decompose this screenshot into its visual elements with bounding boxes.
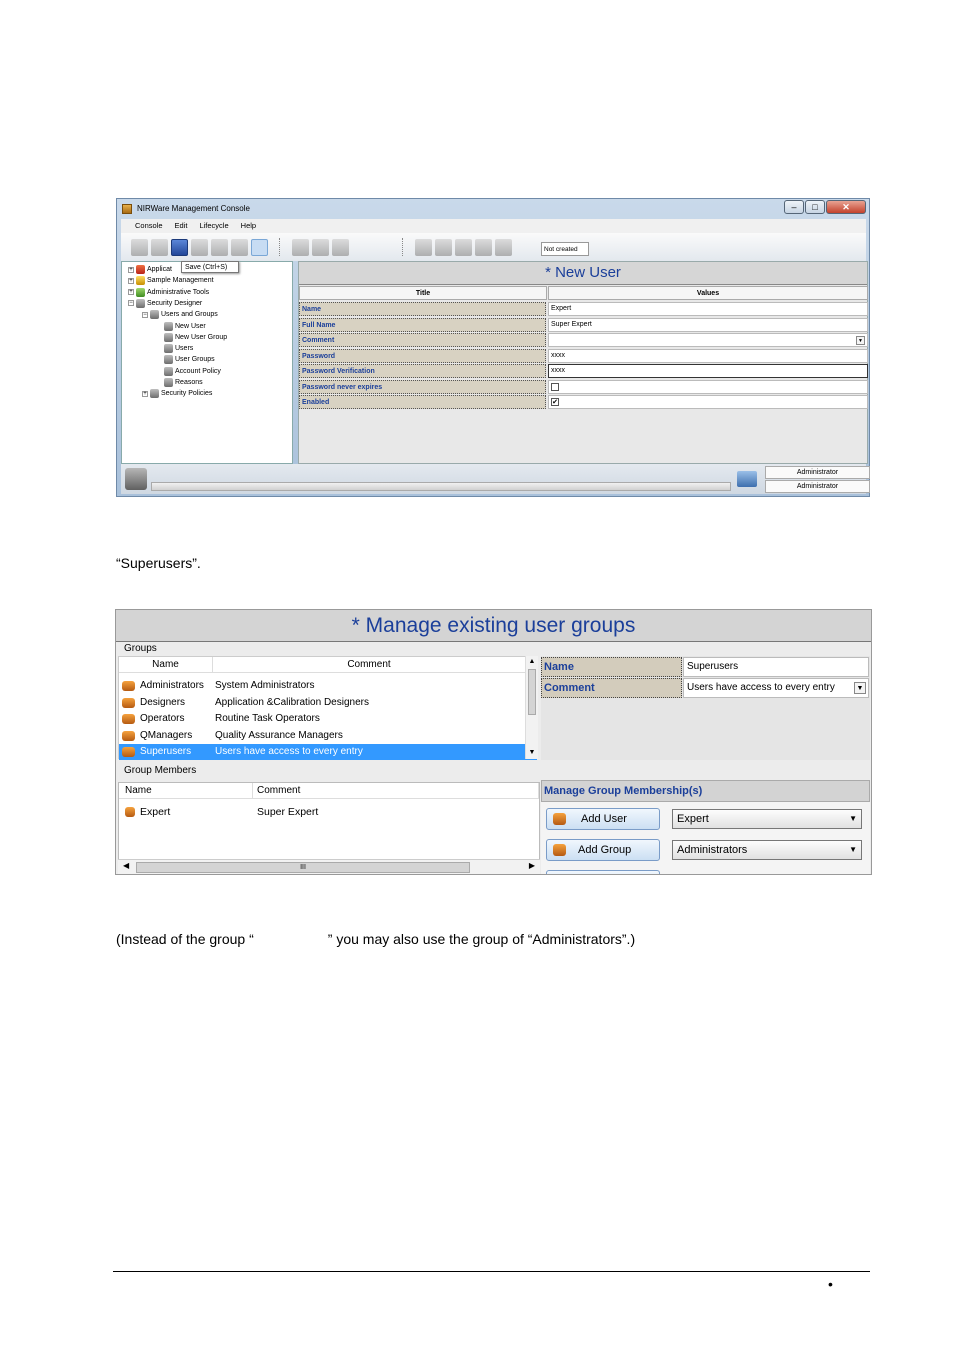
manage-membership-title: Manage Group Membership(s): [541, 780, 870, 802]
toolbar-separator: [279, 238, 281, 256]
maximize-icon[interactable]: □: [805, 200, 825, 214]
expand-icon[interactable]: [156, 323, 162, 329]
group-row[interactable]: [119, 728, 537, 744]
lifecycle-icon-1[interactable]: [415, 239, 432, 256]
folder-icon: [136, 265, 145, 274]
property-row: [299, 318, 867, 333]
add-user-button[interactable]: [546, 808, 660, 830]
user-icon: [125, 807, 135, 817]
tree-node-label: Account Policy: [175, 367, 221, 375]
menu-lifecycle[interactable]: Lifecycle: [199, 221, 229, 230]
expand-icon[interactable]: +: [129, 289, 133, 296]
property-value[interactable]: [548, 349, 868, 363]
members-column-comment[interactable]: Comment: [253, 783, 539, 799]
body-text-superusers: “Superusers”.: [116, 555, 201, 571]
tree-node[interactable]: [128, 287, 209, 298]
footer-rule: [113, 1271, 870, 1272]
tree-node[interactable]: [156, 343, 193, 354]
menu-bar: [121, 219, 866, 233]
menu-console[interactable]: Console: [135, 221, 163, 230]
scroll-thumb[interactable]: [528, 669, 536, 715]
refresh-icon[interactable]: [231, 239, 248, 256]
minimize-icon[interactable]: –: [784, 200, 804, 214]
properties-icon[interactable]: [251, 239, 268, 256]
menu-edit[interactable]: Edit: [174, 221, 188, 230]
prop-comment-text: Users have access to every entry: [687, 682, 835, 693]
panel-title: * Manage existing user groups: [116, 610, 871, 642]
property-label: Comment: [299, 333, 546, 347]
user-select-value: Expert: [677, 813, 709, 825]
user-select[interactable]: [672, 809, 862, 829]
tree-node[interactable]: [156, 332, 227, 343]
lifecycle-icon-5[interactable]: [495, 239, 512, 256]
group-comment: Quality Assurance Managers: [215, 729, 343, 741]
property-row: [299, 302, 867, 317]
management-console-window: [116, 198, 870, 497]
property-value-text: xxxx: [551, 351, 565, 359]
tree-node-label: Security Designer: [147, 299, 203, 307]
folder-icon: [136, 288, 145, 297]
group-select-value: Administrators: [677, 844, 748, 856]
property-value[interactable]: [548, 333, 868, 347]
new-icon[interactable]: [131, 239, 148, 256]
folder-icon: [164, 355, 173, 364]
save-all-icon[interactable]: [191, 239, 208, 256]
group-members-label: Group Members: [124, 765, 197, 776]
expand-icon[interactable]: [156, 368, 162, 374]
expand-icon[interactable]: [156, 357, 162, 363]
lifecycle-status: Not created: [541, 242, 589, 256]
members-hscrollbar[interactable]: [118, 859, 540, 874]
tree-node[interactable]: [128, 298, 202, 309]
folder-icon: [164, 333, 173, 342]
folder-icon: [136, 276, 145, 285]
toolbar-separator: [402, 238, 404, 256]
group-icon: [122, 698, 135, 708]
tree-node-label: Applicat: [147, 266, 172, 273]
scroll-down-icon[interactable]: ▼: [528, 749, 536, 756]
manage-groups-window: [115, 609, 872, 875]
group-comment: Routine Task Operators: [215, 713, 320, 725]
property-label: Full Name: [299, 318, 546, 332]
expand-icon[interactable]: +: [129, 277, 133, 284]
property-row: [299, 364, 867, 379]
tree-node-label: Administrative Tools: [147, 288, 210, 296]
tree-node-label: Users: [175, 345, 194, 353]
group-name: Superusers: [140, 746, 192, 758]
progress-bar: [151, 482, 731, 491]
property-label: Name: [299, 302, 546, 316]
text-before: (Instead of the group “: [116, 931, 254, 947]
folder-icon: [164, 322, 173, 331]
expand-icon[interactable]: [156, 380, 162, 386]
property-checkbox[interactable]: [551, 383, 559, 391]
footer-bullet: •: [828, 1276, 833, 1292]
groups-list: [118, 656, 538, 759]
body-text-instead: [116, 930, 635, 948]
tree-node-label: New User: [175, 322, 206, 330]
group-row[interactable]: [119, 678, 537, 694]
user-card-icon: [737, 471, 757, 487]
prop-comment-label: Comment: [541, 678, 682, 698]
property-value-text: Super Expert: [551, 320, 592, 328]
window-controls: [784, 200, 866, 214]
close-icon[interactable]: ✕: [826, 200, 866, 214]
column-title: Title: [299, 286, 547, 300]
group-comment: Users have access to every entry: [215, 746, 363, 758]
tree-node-label: Users and Groups: [161, 311, 218, 319]
folder-icon: [150, 310, 159, 319]
group-name: Administrators: [140, 680, 204, 691]
property-row: [299, 395, 867, 410]
tree-node[interactable]: [156, 366, 221, 377]
chevron-down-icon: ▼: [849, 814, 857, 823]
folder-icon: [164, 378, 173, 387]
save-icon[interactable]: [171, 239, 188, 256]
column-name[interactable]: Name: [119, 657, 213, 673]
member-row[interactable]: [119, 804, 537, 820]
title-bar: [117, 199, 869, 219]
group-row[interactable]: [119, 695, 537, 711]
tree-node-label: New User Group: [175, 333, 228, 341]
property-value-text: Expert: [551, 305, 572, 312]
copy-icon[interactable]: [312, 239, 329, 256]
group-comment: System Administrators: [215, 680, 315, 691]
property-value[interactable]: [548, 364, 868, 378]
prop-name-value[interactable]: Superusers: [683, 657, 869, 677]
tree-node[interactable]: [156, 377, 203, 388]
group-icon: [122, 747, 135, 757]
group-row[interactable]: [119, 711, 537, 727]
member-name: Expert: [140, 806, 171, 818]
group-icon: [122, 731, 135, 741]
lifecycle-icon-4[interactable]: [475, 239, 492, 256]
tree-node-label: User Groups: [175, 356, 215, 364]
prop-name-label: Name: [541, 657, 682, 677]
save-tooltip: Save (Ctrl+S): [181, 261, 239, 273]
members-column-name[interactable]: Name: [119, 783, 253, 799]
manage-membership-panel: [541, 780, 870, 875]
folder-icon: [164, 367, 173, 376]
panel-title: * New User: [299, 262, 867, 285]
group-properties: [541, 656, 870, 760]
delete-icon[interactable]: [151, 239, 168, 256]
group-icon: [122, 714, 135, 724]
partial-button[interactable]: [546, 870, 660, 875]
window-title: NIRWare Management Console: [137, 204, 250, 213]
property-value[interactable]: [548, 395, 868, 409]
tree-node[interactable]: [156, 321, 206, 332]
tree-node[interactable]: [142, 309, 218, 320]
scroll-left-icon[interactable]: ◀: [123, 861, 130, 870]
groups-label: Groups: [124, 643, 157, 654]
folder-icon: [136, 299, 145, 308]
text-after: ” you may also use the group of “Administrators”.): [327, 931, 636, 947]
add-group-button[interactable]: [546, 839, 660, 861]
expand-icon[interactable]: [156, 334, 162, 340]
status-user-secondary: Administrator: [765, 480, 870, 493]
property-row: [299, 349, 867, 364]
lifecycle-icon-2[interactable]: [435, 239, 452, 256]
column-comment[interactable]: Comment: [213, 657, 526, 673]
property-value[interactable]: [548, 302, 868, 316]
print-icon[interactable]: [211, 239, 228, 256]
scroll-right-icon[interactable]: ▶: [528, 861, 535, 870]
expand-icon[interactable]: [156, 346, 162, 352]
group-comment: Application &Calibration Designers: [215, 696, 369, 708]
group-icon: [122, 681, 135, 691]
add-user-label: Add User: [581, 813, 627, 825]
user-icon: [553, 813, 566, 825]
nir-logo-icon: [125, 468, 147, 490]
status-user: Administrator: [765, 466, 870, 479]
expand-icon[interactable]: +: [143, 390, 147, 397]
tree-node[interactable]: [128, 275, 214, 286]
group-name: Designers: [140, 696, 186, 708]
group-icon: [553, 844, 566, 856]
tree-node-label: Sample Management: [147, 277, 214, 285]
tree-node[interactable]: [128, 264, 172, 275]
property-checkbox[interactable]: ✔: [552, 399, 558, 406]
chevron-down-icon[interactable]: ▼: [854, 682, 866, 694]
folder-icon: [164, 344, 173, 353]
expand-icon[interactable]: +: [129, 266, 133, 273]
groups-scrollbar[interactable]: [525, 656, 538, 759]
property-label: Password: [299, 349, 546, 363]
app-icon: [122, 204, 132, 214]
prop-comment-value[interactable]: [683, 678, 869, 698]
toolbar: [121, 233, 866, 261]
tree-node-label: Security Policies: [161, 390, 213, 398]
property-label: Enabled: [299, 395, 546, 409]
chevron-down-icon[interactable]: ▼: [856, 336, 865, 345]
group-name: Operators: [140, 713, 185, 725]
menu-help[interactable]: Help: [240, 221, 257, 230]
scroll-up-icon[interactable]: ▲: [528, 658, 536, 665]
group-row[interactable]: [119, 744, 537, 760]
chevron-down-icon: ▼: [849, 845, 857, 854]
lifecycle-icon-3[interactable]: [455, 239, 472, 256]
expand-icon[interactable]: −: [143, 311, 147, 318]
tree-node-label: Reasons: [175, 379, 203, 386]
hscroll-thumb[interactable]: III: [136, 862, 470, 873]
new-user-panel: [298, 261, 868, 464]
cut-icon[interactable]: [292, 239, 309, 256]
folder-icon: [150, 389, 159, 398]
add-group-label: Add Group: [578, 844, 632, 856]
tree-node[interactable]: [156, 354, 215, 365]
property-row: [299, 380, 867, 395]
group-name: QManagers: [140, 729, 193, 741]
navigation-tree: [121, 261, 293, 464]
property-label: Password Verification: [299, 364, 546, 378]
column-values: Values: [548, 286, 868, 300]
tree-node[interactable]: [142, 388, 212, 399]
paste-icon[interactable]: [332, 239, 349, 256]
property-row: [299, 333, 867, 348]
property-label: Password never expires: [299, 380, 546, 394]
property-value[interactable]: [548, 318, 868, 332]
property-value[interactable]: [548, 380, 868, 394]
property-value-text: xxxx: [551, 367, 565, 374]
status-bar: [121, 464, 866, 494]
expand-icon[interactable]: −: [129, 300, 133, 307]
group-select[interactable]: [672, 840, 862, 860]
member-comment: Super Expert: [257, 806, 319, 818]
